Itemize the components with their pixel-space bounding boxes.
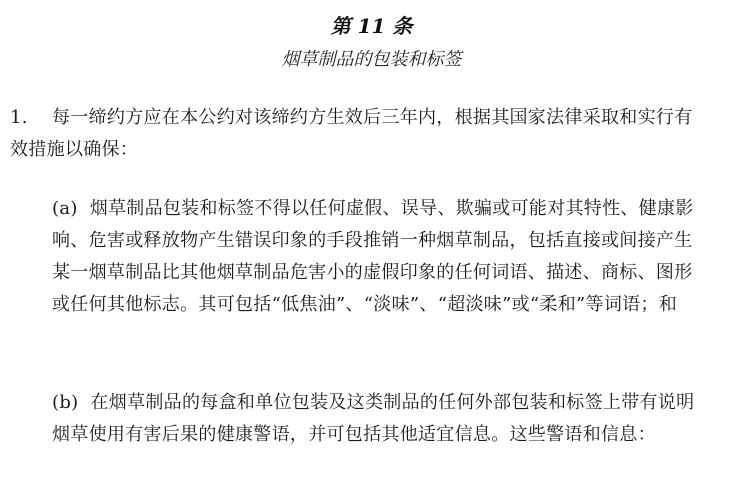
subparagraph-a xyxy=(52,193,700,321)
subparagraph-text: 烟草制品包装和标签不得以任何虚假、误导、欺骗或可能对其特性、健康影响、危害或释放物产生错误印象的手段推销一种烟草制品，包括直接或间接产生某一烟草制品比其他烟草制品危害小的虚假印象的任何词语、描述、商标、图形或任何其他标志。其可包括“低焦油”、“淡味”、“超淡味”或“柔和”等词语；和 xyxy=(52,198,694,315)
article-heading: 第 11 条 xyxy=(330,14,413,38)
subparagraph-label: (b) xyxy=(52,392,79,413)
paragraph-text: 每一缔约方应在本公约对该缔约方生效后三年内，根据其国家法律采取和实行有效措施以确保： xyxy=(10,107,693,160)
article-subtitle: 烟草制品的包装和标签 xyxy=(281,49,462,70)
subparagraph-text: 在烟草制品的每盒和单位包装及这类制品的任何外部包装和标签上带有说明烟草使用有害后果的健康警语，并可包括其他适宜信息。这些警语和信息： xyxy=(52,392,695,445)
subparagraph-b xyxy=(52,387,700,451)
paragraph-1 xyxy=(10,102,700,166)
paragraph-number: 1. xyxy=(10,107,28,128)
subparagraph-label: (a) xyxy=(52,198,78,219)
